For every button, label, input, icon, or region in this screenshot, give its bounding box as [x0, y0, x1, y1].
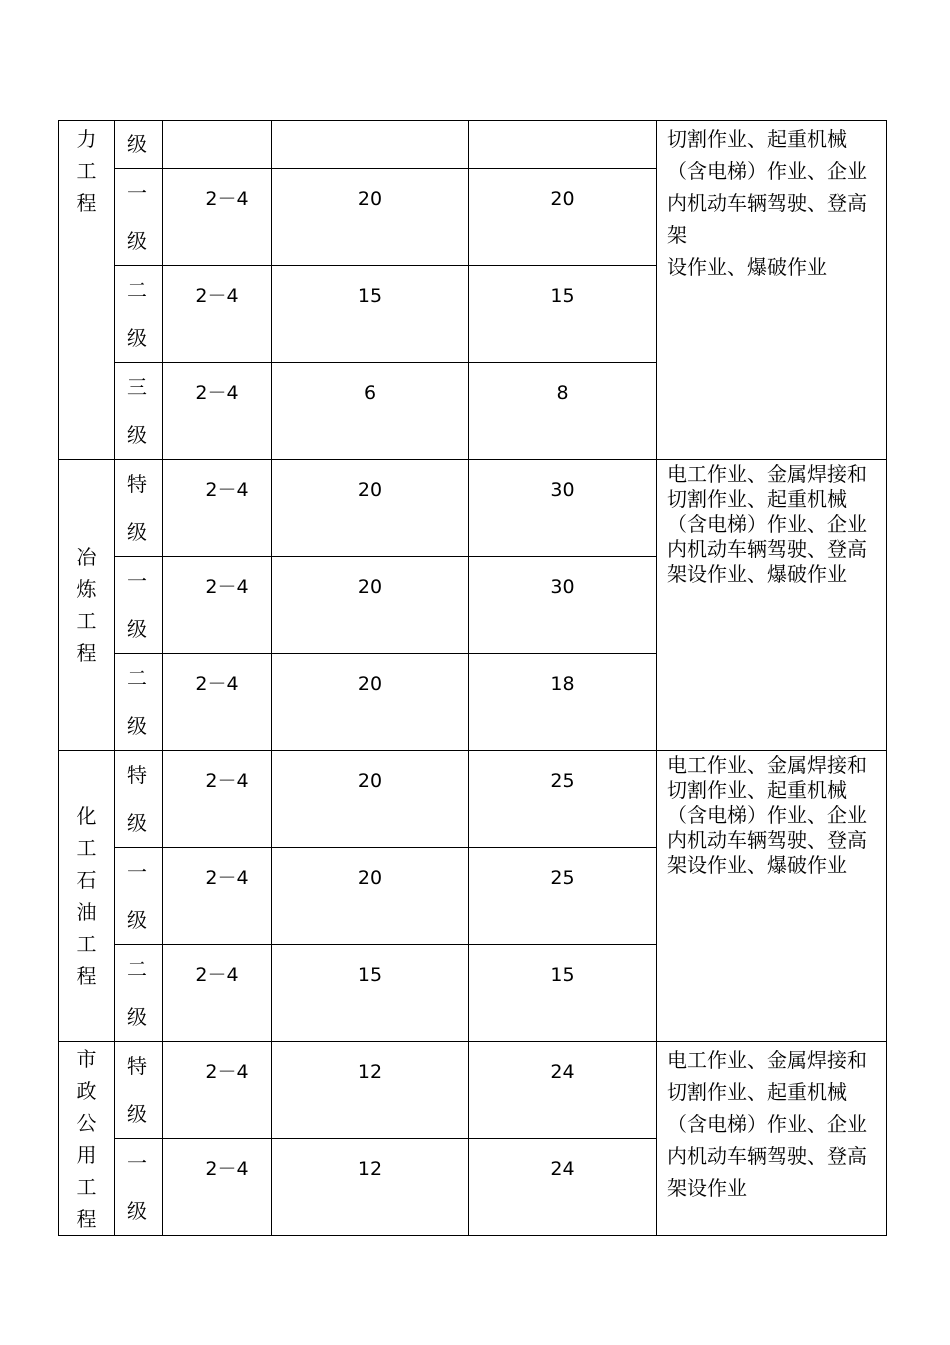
- years-value: 2－4: [205, 576, 249, 598]
- grade-cell: [115, 848, 163, 945]
- years-value: 2－4: [205, 1158, 249, 1180]
- operations-cell: [657, 1042, 887, 1236]
- ops-line: 设作业、爆破作业: [667, 255, 827, 279]
- years-cell: [163, 1042, 272, 1139]
- count1-cell: [272, 1139, 469, 1236]
- count2-cell: [469, 363, 657, 460]
- ops-line: 架设作业、爆破作业: [667, 853, 847, 877]
- grade-label: 三级: [127, 375, 147, 447]
- ops-line: 电工作业、金属焊接和: [667, 753, 867, 777]
- grade-label: 级: [127, 132, 147, 156]
- years-value: 2－4: [195, 673, 239, 695]
- count2-cell: [469, 1139, 657, 1236]
- count2-value: 24: [550, 1061, 575, 1083]
- grade-cell: [115, 751, 163, 848]
- count1-cell: [272, 945, 469, 1042]
- grade-cell: [115, 1139, 163, 1236]
- count1-value: 20: [357, 673, 383, 695]
- grade-cell: [115, 169, 163, 266]
- grade-label: 一级: [127, 181, 147, 253]
- table-row: [59, 121, 887, 169]
- category-label: 市政公用工程: [76, 1046, 97, 1231]
- count1-value: 12: [357, 1158, 383, 1180]
- category-label: 化工石油工程: [76, 804, 97, 988]
- count2-cell: [469, 169, 657, 266]
- ops-line: （含电梯）作业、企业: [667, 159, 867, 183]
- count2-value: 30: [550, 479, 575, 501]
- category-cell: [59, 121, 115, 460]
- grade-label: 特级: [127, 763, 147, 835]
- count1-cell: [272, 654, 469, 751]
- years-value: 2－4: [195, 964, 239, 986]
- years-value: 2－4: [205, 770, 249, 792]
- count2-value: [469, 121, 656, 139]
- count1-value: 20: [357, 770, 383, 792]
- count2-cell: [469, 945, 657, 1042]
- category-cell: [59, 460, 115, 751]
- ops-line: 切割作业、起重机械: [667, 487, 847, 511]
- years-value: 2－4: [195, 285, 239, 307]
- years-cell: [163, 1139, 272, 1236]
- category-label: 力工程: [76, 127, 97, 215]
- years-value: [163, 121, 271, 139]
- count2-value: 18: [550, 673, 575, 695]
- years-cell: [163, 169, 272, 266]
- count1-cell: [272, 121, 469, 169]
- years-value: 2－4: [195, 382, 239, 404]
- years-cell: [163, 363, 272, 460]
- ops-line: 切割作业、起重机械: [667, 1080, 847, 1104]
- count1-value: 20: [357, 576, 383, 598]
- qualification-table: [58, 120, 887, 1236]
- years-cell: [163, 751, 272, 848]
- ops-line: 切割作业、起重机械: [667, 778, 847, 802]
- years-cell: [163, 460, 272, 557]
- category-cell: [59, 1042, 115, 1236]
- ops-line: 电工作业、金属焊接和: [667, 1048, 867, 1072]
- count1-value: 20: [357, 479, 383, 501]
- years-cell: [163, 945, 272, 1042]
- count1-value: 20: [357, 867, 383, 889]
- grade-label: 特级: [127, 472, 147, 544]
- count2-cell: [469, 1042, 657, 1139]
- count2-cell: [469, 848, 657, 945]
- grade-label: 二级: [127, 666, 147, 738]
- table-row: [59, 460, 887, 557]
- ops-line: 电工作业、金属焊接和: [667, 462, 867, 486]
- grade-cell: [115, 557, 163, 654]
- ops-line: （含电梯）作业、企业: [667, 512, 867, 536]
- years-cell: [163, 266, 272, 363]
- count2-value: 15: [550, 964, 575, 986]
- count2-value: 30: [550, 576, 575, 598]
- ops-line: （含电梯）作业、企业: [667, 803, 867, 827]
- ops-line: 架: [667, 223, 687, 247]
- count1-value: 6: [363, 382, 377, 404]
- years-cell: [163, 654, 272, 751]
- operations-cell: [657, 121, 887, 460]
- count2-cell: [469, 557, 657, 654]
- years-cell: [163, 121, 272, 169]
- years-cell: [163, 848, 272, 945]
- count1-cell: [272, 557, 469, 654]
- grade-label: 二级: [127, 278, 147, 350]
- count1-value: 12: [357, 1061, 383, 1083]
- count1-value: [272, 121, 468, 139]
- grade-cell: [115, 654, 163, 751]
- category-cell: [59, 751, 115, 1042]
- count1-cell: [272, 1042, 469, 1139]
- count1-cell: [272, 266, 469, 363]
- count1-cell: [272, 169, 469, 266]
- ops-line: 架设作业: [667, 1176, 747, 1200]
- count1-cell: [272, 363, 469, 460]
- ops-line: 内机动车辆驾驶、登高: [667, 828, 867, 852]
- count1-cell: [272, 460, 469, 557]
- grade-cell: [115, 266, 163, 363]
- table-row: [59, 751, 887, 848]
- count2-value: 24: [550, 1158, 575, 1180]
- count2-cell: [469, 751, 657, 848]
- grade-cell: [115, 460, 163, 557]
- count1-value: 15: [357, 964, 383, 986]
- count2-value: 25: [550, 867, 575, 889]
- grade-cell: [115, 363, 163, 460]
- count2-value: 8: [556, 382, 569, 404]
- table-row: [59, 1042, 887, 1139]
- count1-value: 15: [357, 285, 383, 307]
- grade-label: 一级: [127, 860, 147, 932]
- grade-label: 特级: [127, 1054, 147, 1126]
- grade-label: 一级: [127, 1151, 147, 1223]
- count1-cell: [272, 848, 469, 945]
- count1-cell: [272, 751, 469, 848]
- count2-value: 15: [550, 285, 575, 307]
- ops-line: 架设作业、爆破作业: [667, 562, 847, 586]
- count2-cell: [469, 121, 657, 169]
- count2-cell: [469, 460, 657, 557]
- count2-value: 20: [550, 188, 575, 210]
- grade-label: 二级: [127, 957, 147, 1029]
- ops-line: 切割作业、起重机械: [667, 127, 847, 151]
- count2-value: 25: [550, 770, 575, 792]
- ops-line: 内机动车辆驾驶、登高: [667, 191, 867, 215]
- operations-cell: [657, 460, 887, 751]
- years-value: 2－4: [205, 188, 249, 210]
- grade-label: 一级: [127, 569, 147, 641]
- years-value: 2－4: [205, 479, 249, 501]
- grade-cell: [115, 1042, 163, 1139]
- grade-cell: [115, 945, 163, 1042]
- years-cell: [163, 557, 272, 654]
- years-value: 2－4: [205, 867, 249, 889]
- count2-cell: [469, 654, 657, 751]
- count2-cell: [469, 266, 657, 363]
- ops-line: 内机动车辆驾驶、登高: [667, 1144, 867, 1168]
- grade-cell: [115, 121, 163, 169]
- category-label: 冶炼工程: [76, 545, 97, 665]
- count1-value: 20: [357, 188, 383, 210]
- operations-cell: [657, 751, 887, 1042]
- ops-line: （含电梯）作业、企业: [667, 1112, 867, 1136]
- years-value: 2－4: [205, 1061, 249, 1083]
- ops-line: 内机动车辆驾驶、登高: [667, 537, 867, 561]
